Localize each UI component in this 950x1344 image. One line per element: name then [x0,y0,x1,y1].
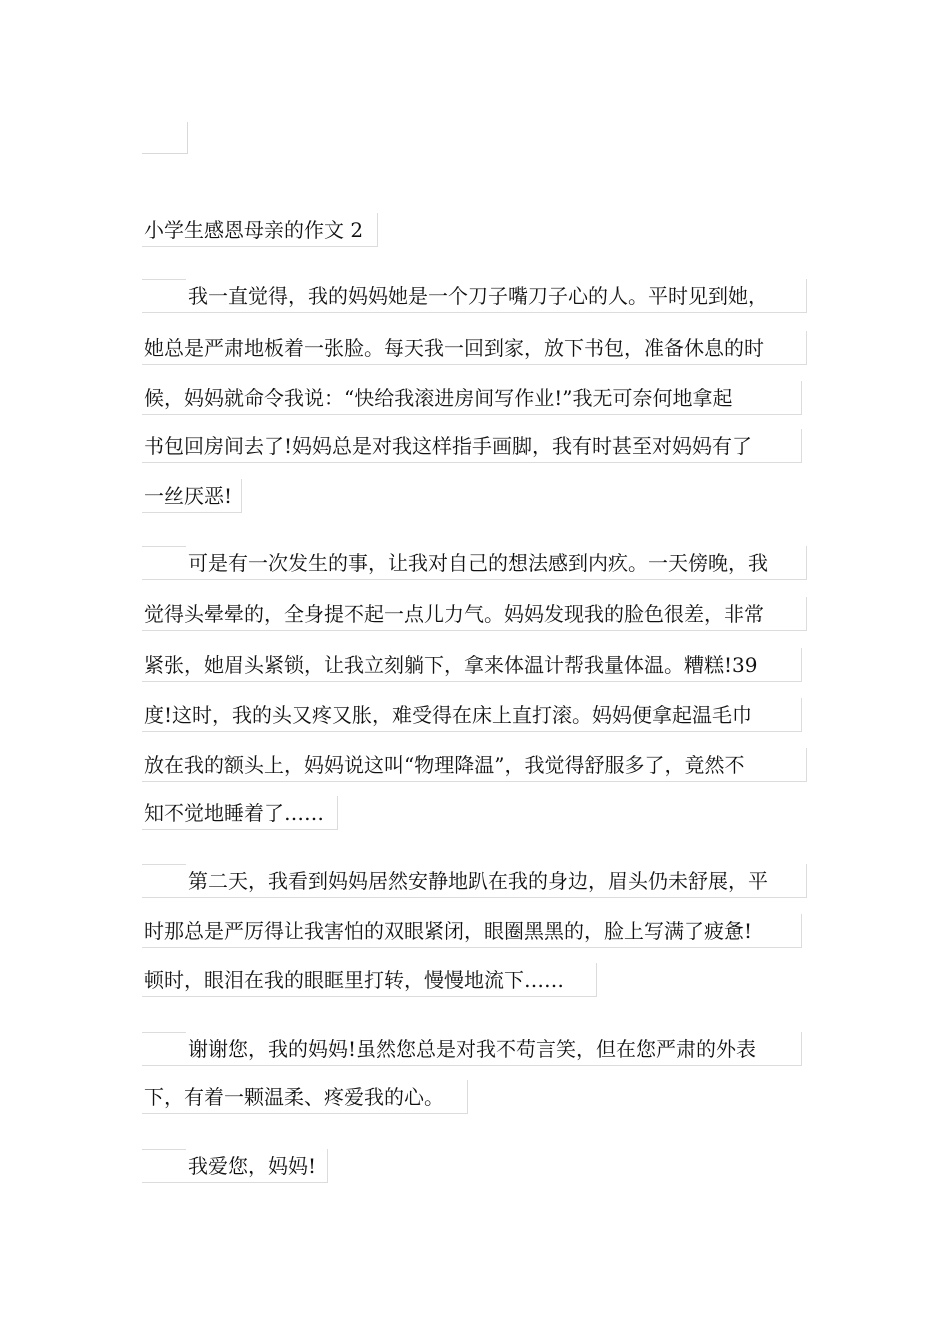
paragraph-3-line-1: 第二天，我看到妈妈居然安静地趴在我的身边，眉头仍未舒展，平 [142,864,807,898]
paragraph-1-line-2: 她总是严肃地板着一张脸。每天我一回到家，放下书包，准备休息的时 [142,331,807,365]
paragraph-2-line-6: 知不觉地睡着了…… [142,796,338,830]
paragraph-1-line-3: 候，妈妈就命令我说：“快给我滚进房间写作业!”我无可奈何地拿起 [142,381,802,415]
paragraph-1-line-5: 一丝厌恶! [142,479,242,513]
paragraph-2-line-4: 度!这时，我的头又疼又胀，难受得在床上直打滚。妈妈便拿起温毛巾 [142,698,802,732]
paragraph-4-line-1: 谢谢您，我的妈妈!虽然您总是对我不苟言笑，但在您严肃的外表 [142,1032,802,1066]
paragraph-3-line-3: 顿时，眼泪在我的眼眶里打转，慢慢地流下…… [142,963,597,997]
page-corner-mark [142,122,188,154]
paragraph-4-line-2: 下，有着一颗温柔、疼爱我的心。 [142,1080,468,1114]
paragraph-2-line-5: 放在我的额头上，妈妈说这叫“物理降温”，我觉得舒服多了，竟然不 [142,748,807,782]
paragraph-2-line-1: 可是有一次发生的事，让我对自己的想法感到内疚。一天傍晚，我 [142,546,807,580]
paragraph-2-line-2: 觉得头晕晕的，全身提不起一点儿力气。妈妈发现我的脸色很差，非常 [142,597,807,631]
paragraph-1-line-4: 书包回房间去了!妈妈总是对我这样指手画脚，我有时甚至对妈妈有了 [142,429,802,463]
paragraph-1-line-1: 我一直觉得，我的妈妈她是一个刀子嘴刀子心的人。平时见到她， [142,279,807,313]
paragraph-2-line-3: 紧张，她眉头紧锁，让我立刻躺下，拿来体温计帮我量体温。糟糕!39 [142,648,802,682]
paragraph-3-line-2: 时那总是严厉得让我害怕的双眼紧闭，眼圈黑黑的，脸上写满了疲惫! [142,914,802,948]
paragraph-5-line-1: 我爱您，妈妈! [142,1149,328,1183]
document-title: 小学生感恩母亲的作文 2 [142,213,378,247]
